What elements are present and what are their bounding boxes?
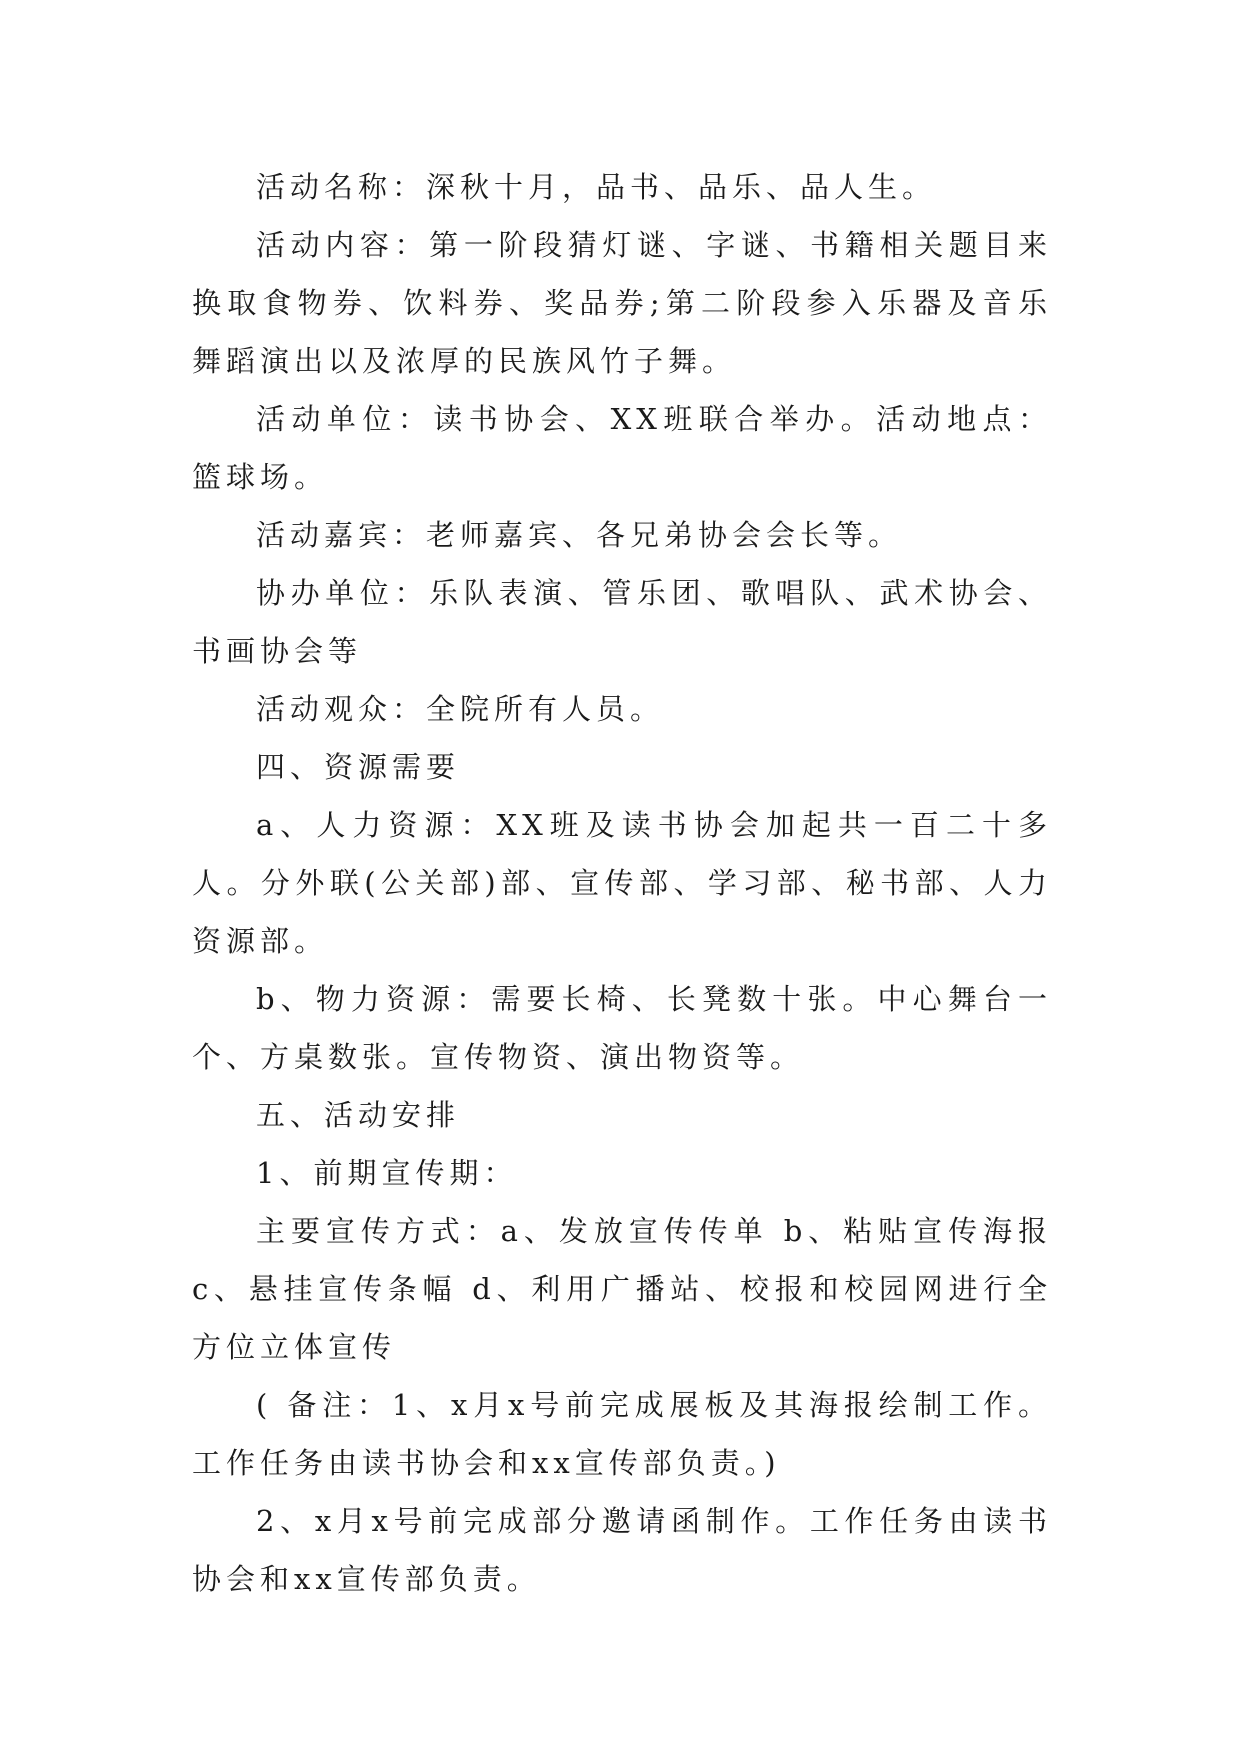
paragraph-co-organizers: 协办单位：乐队表演、管乐团、歌唱队、武术协会、书画协会等 <box>192 576 1052 668</box>
paragraph-audience: 活动观众：全院所有人员。 <box>256 692 665 726</box>
paragraph-activity-name: 活动名称：深秋十月，品书、品乐、品人生。 <box>256 170 937 204</box>
paragraph-activity-organizer: 活动单位：读书协会、XX班联合举办。活动地点：篮球场。 <box>192 402 1052 494</box>
paragraph-activity-guests: 活动嘉宾：老师嘉宾、各兄弟协会会长等。 <box>256 518 903 552</box>
subheading-promotion-period: 1、前期宣传期： <box>256 1156 518 1190</box>
paragraph-activity-content: 活动内容：第一阶段猜灯谜、字谜、书籍相关题目来换取食物券、饮料券、奖品券;第二阶段参入乐器及音乐舞蹈演出以及浓厚的民族风竹子舞。 <box>192 228 1052 378</box>
paragraph-promotion-methods: 主要宣传方式：a、发放宣传传单 b、粘贴宣传海报 c、悬挂宣传条幅 d、利用广播站、校报和校园网进行全方位立体宣传 <box>192 1214 1052 1364</box>
section-heading-resources: 四、资源需要 <box>256 750 461 784</box>
paragraph-note-2: 2、x月x号前完成部分邀请函制作。工作任务由读书协会和xx宣传部负责。 <box>192 1504 1052 1596</box>
section-heading-schedule: 五、活动安排 <box>256 1098 461 1132</box>
paragraph-human-resources: a、人力资源：XX班及读书协会加起共一百二十多人。分外联(公关部)部、宣传部、学习部、秘书部、人力资源部。 <box>192 808 1052 958</box>
document-body <box>192 158 1052 1608</box>
paragraph-note-1: ( 备注：1、x月x号前完成展板及其海报绘制工作。工作任务由读书协会和xx宣传部负责。) <box>192 1388 1052 1480</box>
paragraph-material-resources: b、物力资源：需要长椅、长凳数十张。中心舞台一个、方桌数张。宣传物资、演出物资等。 <box>192 982 1052 1074</box>
